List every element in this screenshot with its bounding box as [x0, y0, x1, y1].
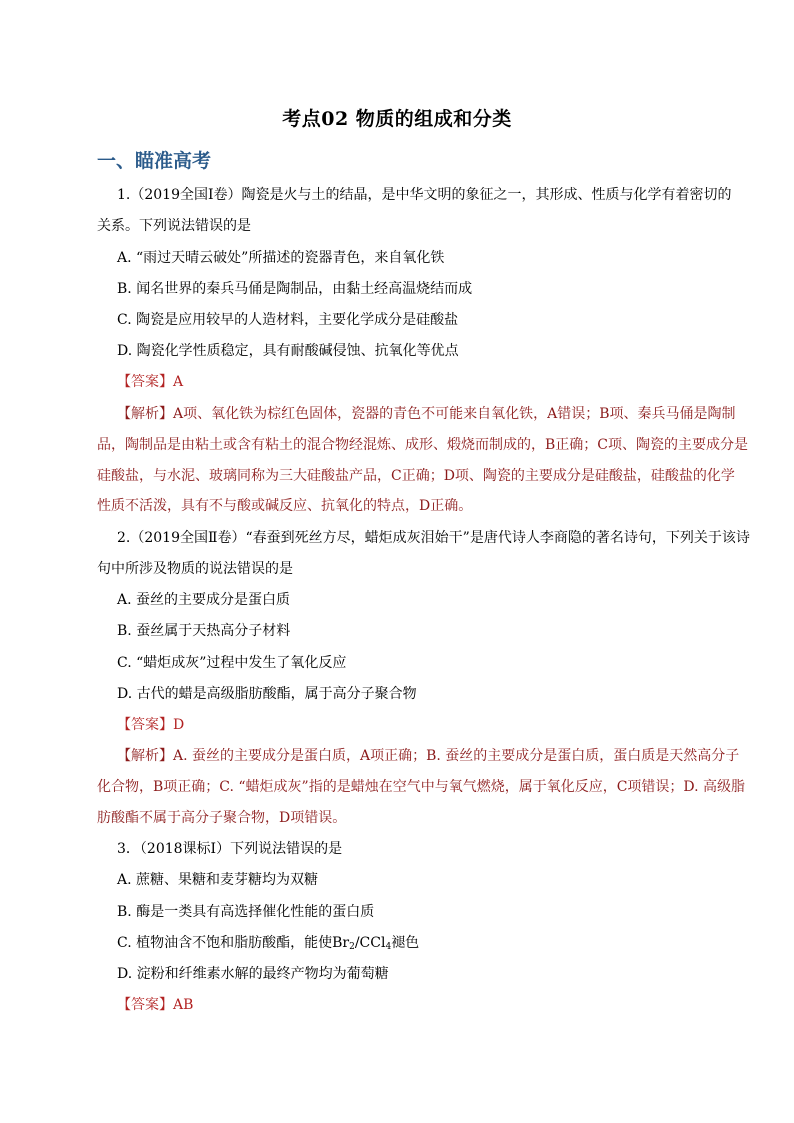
q2-option-b: B. 蚕丝属于天热高分子材料 [117, 623, 291, 639]
q2-option-d: D. 古代的蜡是高级脂肪酸酯，属于高分子聚合物 [117, 686, 417, 702]
explanation-label: 【解析】 [117, 406, 173, 422]
q3-option-a: A. 蔗糖、果糖和麦芽糖均为双糖 [117, 872, 319, 888]
q1-explanation-line3: 硅酸盐，与水泥、玻璃同称为三大硅酸盐产品，C正确；D项、陶瓷的主要成分是硅酸盐，硅酸盐的化学 [97, 468, 735, 484]
explanation-label: 【解析】 [117, 748, 173, 764]
answer-label: 【答案】 [117, 374, 173, 390]
q1-option-c: C. 陶瓷是应用较早的人造材料，主要化学成分是硅酸盐 [117, 312, 459, 328]
subscript: 4 [385, 942, 392, 952]
subscript: 2 [349, 942, 355, 952]
q1-explanation-line1 [117, 405, 736, 423]
option-text: /CCl [354, 935, 386, 951]
q1-option-d: D. 陶瓷化学性质稳定，具有耐酸碱侵蚀、抗氧化等优点 [117, 343, 459, 359]
q3-option-c [117, 934, 419, 952]
q2-explanation-line3: 肪酸酯不属于高分子聚合物，D项错误。 [97, 810, 347, 826]
q1-answer [117, 373, 183, 391]
q1-explanation-line4: 性质不活泼，具有不与酸或碱反应、抗氧化的特点，D正确。 [97, 498, 473, 514]
section-heading: 一、瞄准高考 [97, 150, 212, 172]
explanation-text: A项、氧化铁为棕红色固体，瓷器的青色不可能来自氧化铁，A错误；B项、秦兵马俑是陶制 [173, 406, 736, 422]
option-text: 褪色 [391, 935, 420, 951]
page-title: 考点02 物质的组成和分类 [282, 108, 512, 130]
q2-answer [117, 716, 184, 734]
q1-option-b: B. 闻名世界的秦兵马俑是陶制品，由黏土经高温烧结而成 [117, 281, 473, 297]
answer-value: A [173, 374, 184, 390]
answer-label: 【答案】 [117, 997, 173, 1013]
q2-option-a: A. 蚕丝的主要成分是蛋白质 [117, 592, 291, 608]
q2-explanation-line2: 化合物，B项正确；C. “蜡炬成灰”指的是蜡烛在空气中与氧气燃烧，属于氧化反应，C项错误；D. 高级脂 [97, 779, 746, 795]
q3-stem: 3．（2018课标Ⅰ）下列说法错误的是 [117, 841, 343, 857]
q1-explanation-line2: 品，陶制品是由粘土或含有粘土的混合物经混炼、成形、煅烧而制成的，B正确；C项、陶瓷的主要成分是 [97, 437, 748, 453]
answer-label: 【答案】 [117, 717, 173, 733]
q2-stem-line2: 句中所涉及物质的说法错误的是 [97, 561, 293, 577]
q3-option-d: D. 淀粉和纤维素水解的最终产物均为葡萄糖 [117, 966, 389, 982]
q1-stem-line1: 1.（2019全国Ⅰ卷）陶瓷是火与土的结晶，是中华文明的象征之一，其形成、性质与化学有着密切的 [117, 187, 732, 203]
option-text: C. 植物油含不饱和脂肪酸酯，能使Br [117, 935, 350, 951]
q1-stem-line2: 关系。下列说法错误的是 [97, 218, 251, 234]
q2-explanation-line1 [117, 747, 739, 765]
q3-option-b: B. 酶是一类具有高选择催化性能的蛋白质 [117, 904, 375, 920]
q2-option-c: C. “蜡炬成灰”过程中发生了氧化反应 [117, 655, 347, 671]
q2-stem-line1: 2.（2019全国Ⅱ卷）“春蚕到死丝方尽，蜡炬成灰泪始干”是唐代诗人李商隐的著名诗句，下列关于该诗 [117, 530, 750, 546]
answer-value: AB [173, 997, 194, 1013]
answer-value: D [173, 717, 185, 733]
q3-answer [117, 996, 193, 1014]
explanation-text: A. 蚕丝的主要成分是蛋白质，A项正确；B. 蚕丝的主要成分是蛋白质，蛋白质是天然高分子 [173, 748, 740, 764]
q1-option-a: A. “雨过天晴云破处”所描述的瓷器青色，来自氧化铁 [117, 250, 445, 266]
